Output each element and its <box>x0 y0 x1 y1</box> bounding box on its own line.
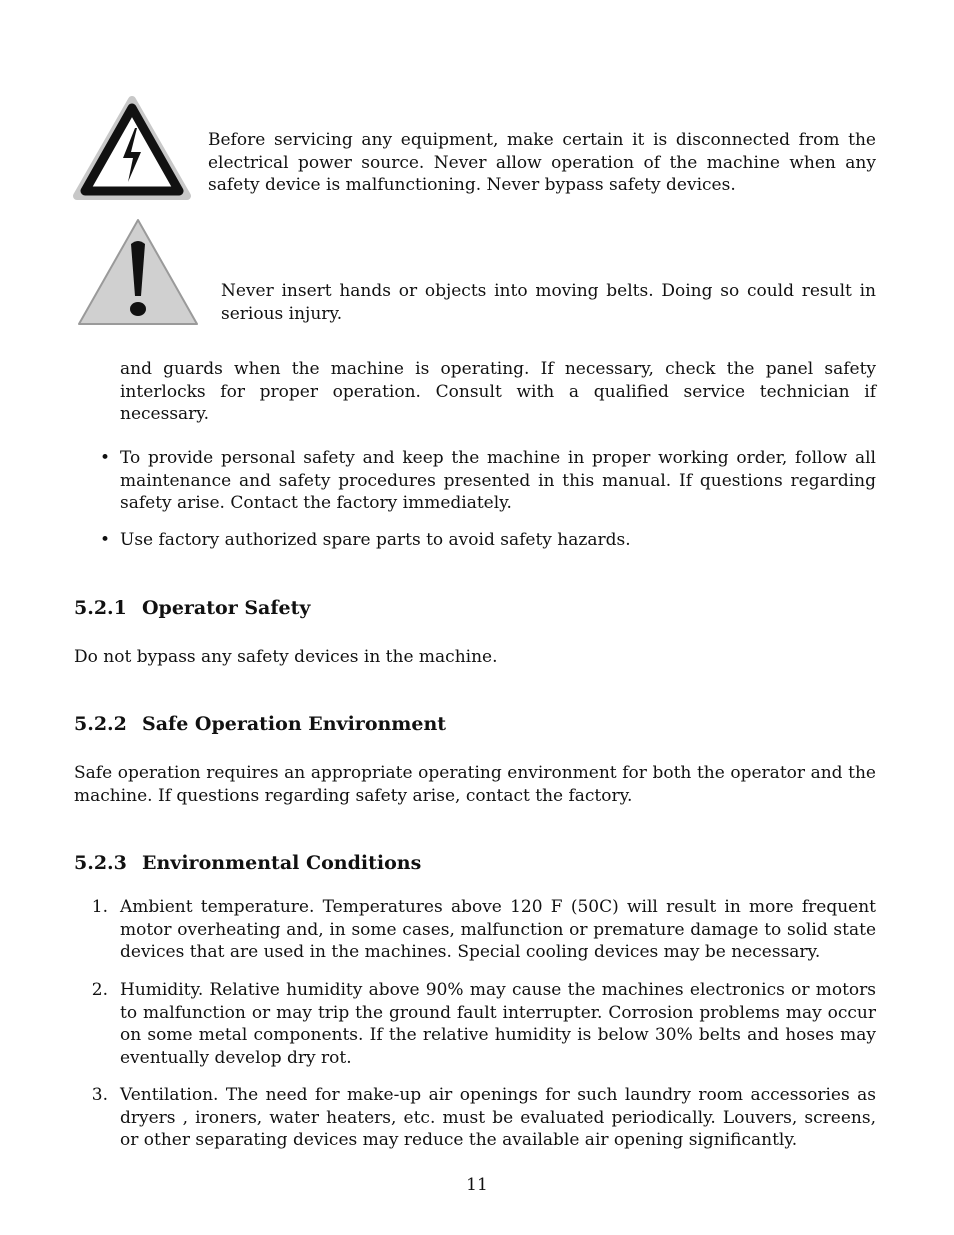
numbered-list-item <box>91 896 876 964</box>
list-item-text: Ambient temperature. Temperatures above 120 F (50C) will result in more frequent motor overheating and, in some cases, malfunction or premature damage to solid state devices that are used in the machines. Special cooling devices may be necessary. <box>120 897 876 962</box>
section-number: 5.2.2 <box>74 713 127 735</box>
section-heading <box>74 596 876 620</box>
numbered-list-item <box>91 979 876 1069</box>
section-number: 5.2.3 <box>74 852 127 874</box>
list-number: 2. <box>91 980 108 1000</box>
bullet-text: To provide personal safety and keep the machine in proper working order, follow all maintenance and safety procedures presented in this manual. If questions regarding safety arise. Contact the factory immediately. <box>120 448 876 513</box>
warning-text-belts: Never insert hands or objects into moving belts. Doing so could result in serious injury. <box>221 281 876 324</box>
bullet-text: Use factory authorized spare parts to avoid safety hazards. <box>120 530 631 550</box>
caution-exclamation-icon <box>75 216 201 328</box>
section-body: Do not bypass any safety devices in the machine. <box>74 647 498 667</box>
section-body: Safe operation requires an appropriate operating environment for both the operator and the machine. If questions regarding safety arise, contact the factory. <box>74 763 876 806</box>
bullet-marker: • <box>100 530 111 550</box>
numbered-list-item <box>91 1084 876 1152</box>
bullet-list-item <box>100 447 876 515</box>
section-title: Safe Operation Environment <box>142 713 447 735</box>
list-number: 1. <box>91 897 108 917</box>
bullet-marker: • <box>100 448 111 468</box>
electrical-hazard-icon <box>73 96 191 202</box>
warning-text-electrical: Before servicing any equipment, make certain it is disconnected from the electrical power source. Never allow operation of the machine when any safety device is malfunctioning. Never bypass safety devices. <box>208 130 876 195</box>
bullet-list-item <box>100 529 876 552</box>
section-heading <box>74 712 876 736</box>
section-heading <box>74 851 876 875</box>
section-number: 5.2.1 <box>74 597 127 619</box>
page-number: 11 <box>466 1175 488 1195</box>
list-item-text: Ventilation. The need for make-up air openings for such laundry room accessories as dryers , ironers, water heaters, etc. must be evaluated periodically. Louvers, screens, or other separating devices may reduce the available air opening significantly. <box>120 1085 876 1150</box>
section-title: Operator Safety <box>142 597 311 619</box>
list-item-text: Humidity. Relative humidity above 90% may cause the machines electronics or motors to malfunction or may trip the ground fault interrupter. Corrosion problems may occur on some metal components. If the relative humidity is below 30% belts and hoses may eventually develop dry rot. <box>120 980 876 1068</box>
list-number: 3. <box>91 1085 108 1105</box>
continuation-paragraph: and guards when the machine is operating. If necessary, check the panel safety interlocks for proper operation. Consult with a qualified service technician if necessary. <box>120 359 876 424</box>
section-title: Environmental Conditions <box>142 852 422 874</box>
